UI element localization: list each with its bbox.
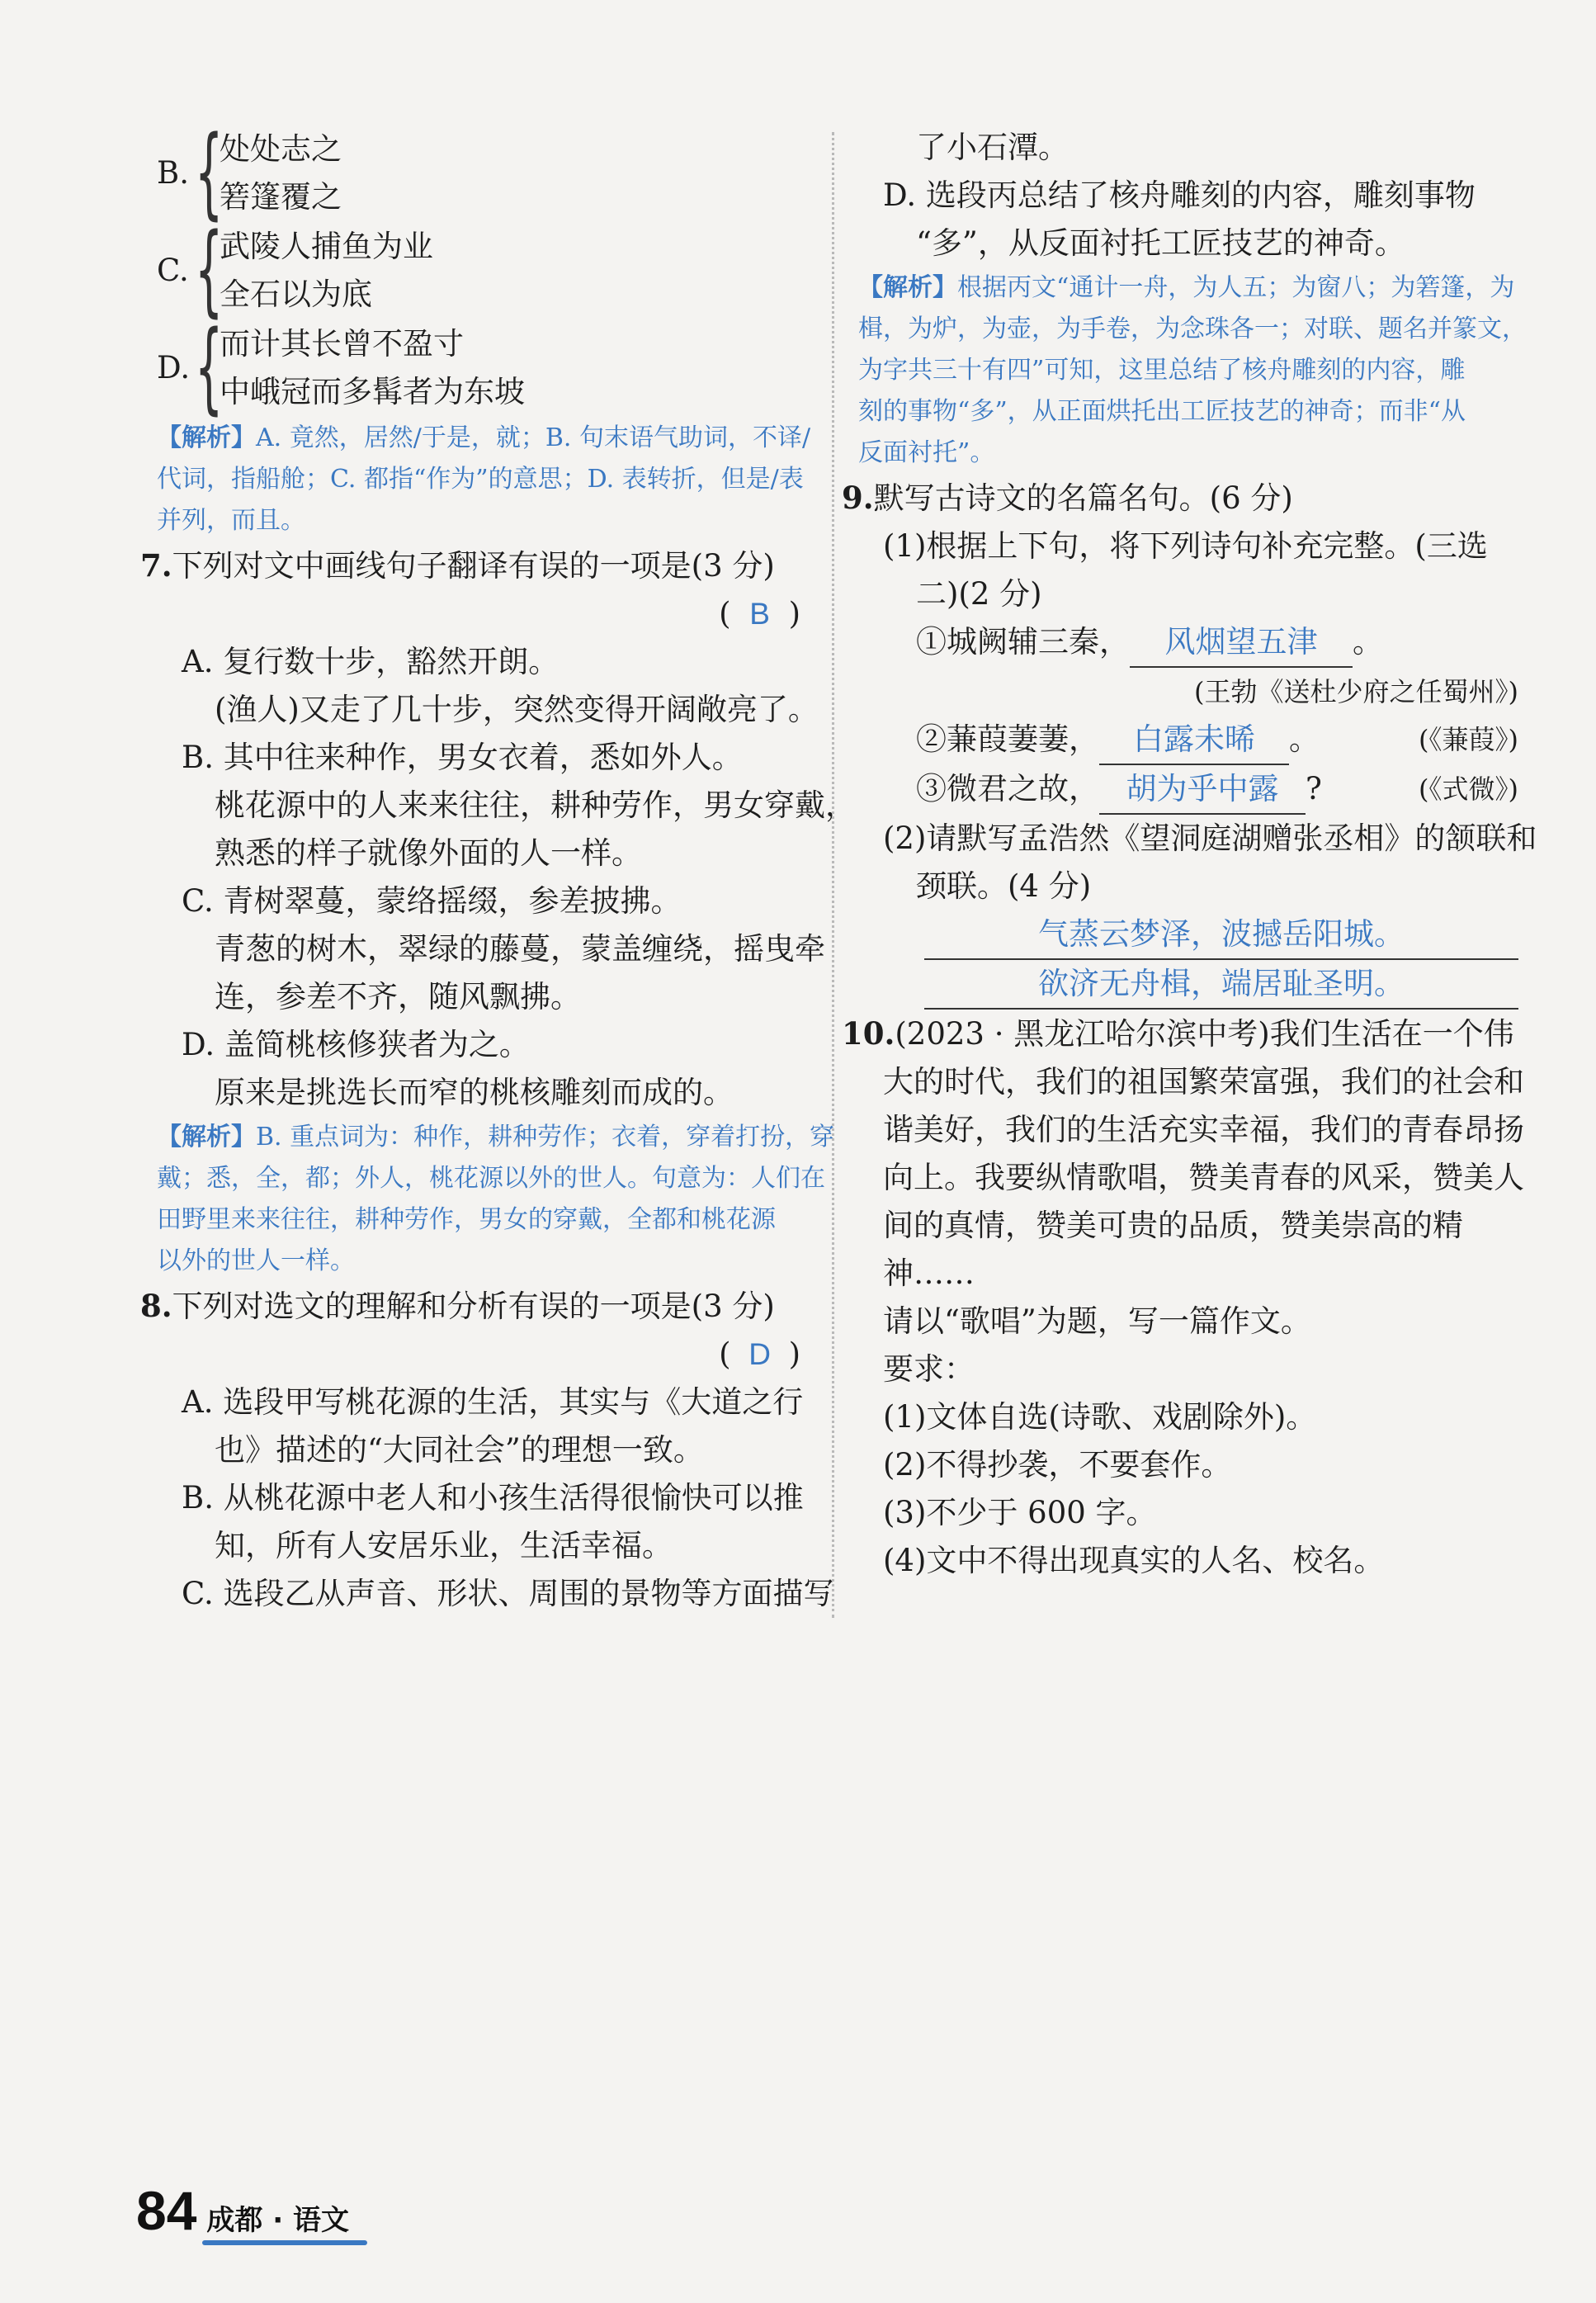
right-column <box>842 124 1537 1585</box>
q6-option-groups <box>157 116 817 425</box>
option-label: B. <box>157 155 189 191</box>
footer-accent-line <box>202 2240 367 2245</box>
q7-analysis <box>157 1117 835 1282</box>
answer-choice: D <box>748 1337 771 1371</box>
sub-question-text: 二)(2 分) <box>916 576 1042 612</box>
fill-prefix: ③微君之故， <box>916 771 1099 806</box>
question-stem: 默写古诗文的名篇名句。(6 分) <box>873 480 1293 516</box>
analysis-line: 代词，指船舱；C. 都指“作为”的意思；D. 表转折，但是/表 <box>157 465 804 494</box>
question-number: 8. <box>140 1288 172 1324</box>
option-translation-line: “多”，从反面衬托工匠技艺的神奇。 <box>916 225 1405 261</box>
question-8 <box>140 1282 834 1618</box>
fill-source: (《蒹葭》) <box>1419 724 1518 755</box>
curly-brace-icon: { <box>195 213 224 328</box>
page-number: 84 <box>136 2180 197 2241</box>
analysis-tag: 【解析】 <box>157 1123 256 1152</box>
option-lines <box>220 320 525 416</box>
option-label: C. <box>157 253 189 288</box>
requirement-item: (2)不得抄袭，不要套作。 <box>883 1447 1232 1483</box>
answer-bracket: ( B ) <box>157 590 817 638</box>
fill-suffix: ? <box>1306 771 1322 806</box>
option-lines <box>220 223 433 319</box>
analysis-line: 并列，而且。 <box>157 506 305 535</box>
answer-bracket: ( D ) <box>157 1331 817 1378</box>
analysis-tag: 【解析】 <box>157 423 256 452</box>
option-sentence: 箬篷覆之 <box>220 179 342 215</box>
option-sentence: 武陵人捕鱼为业 <box>220 229 433 264</box>
q8-options-continued <box>858 124 1518 267</box>
question-stem: 下列对选文的理解和分析有误的一项是(3 分) <box>172 1289 775 1324</box>
sub-question-text: (2)请默写孟浩然《望洞庭湖赠张丞相》的颔联和 <box>883 820 1537 856</box>
analysis-line: 反面衬托”。 <box>858 438 995 467</box>
analysis-line: B. 重点词为：种作，耕种劳作；衣着，穿着打扮，穿 <box>256 1123 835 1152</box>
question-text: 要求： <box>883 1351 975 1387</box>
fill-item-1 <box>858 618 1518 668</box>
fill-item-2 <box>858 716 1518 765</box>
question-9 <box>842 474 1537 1010</box>
q8-options <box>157 1378 834 1618</box>
column-divider <box>832 132 834 1618</box>
q7-options <box>157 638 856 1117</box>
option-sentence: 而计其长曾不盈寸 <box>220 326 464 362</box>
question-7 <box>140 541 856 1282</box>
fill-suffix: 。 <box>1289 721 1320 757</box>
option-group <box>157 116 817 230</box>
option-translation-line: 青葱的树木，翠绿的藤蔓，蒙盖缠绕，摇曳牵 <box>215 931 825 967</box>
book-title: 成都 · 语文 <box>206 2204 350 2237</box>
question-number: 10. <box>842 1015 895 1052</box>
curly-brace-icon: { <box>195 116 224 230</box>
curly-brace-icon: { <box>195 310 224 425</box>
question-text: 神…… <box>883 1256 975 1291</box>
option-translation-line: 原来是挑选长而窄的桃核雕刻而成的。 <box>215 1075 734 1110</box>
question-text: 谐美好，我们的生活充实幸福，我们的青春昂扬 <box>883 1112 1524 1147</box>
option-line: C. 青树翠蔓，蒙络摇缀，参差披拂。 <box>182 883 682 919</box>
requirement-item: (1)文体自选(诗歌、戏剧除外)。 <box>883 1399 1317 1435</box>
fill-prefix: ②蒹葭萋萋， <box>916 721 1099 757</box>
fill-item-3 <box>858 765 1518 815</box>
requirement-item: (4)文中不得出现真实的人名、校名。 <box>883 1543 1385 1578</box>
option-group <box>157 213 817 328</box>
analysis-line: 楫，为炉，为壶，为手卷，为念珠各一；对联、题名并篆文， <box>858 314 1527 343</box>
option-translation-line: 熟悉的样子就像外面的人一样。 <box>215 835 642 871</box>
fill-blank-answer: 风烟望五津 <box>1130 618 1353 668</box>
left-column <box>140 116 856 1618</box>
question-text: 间的真情，赞美可贵的品质，赞美崇高的精 <box>883 1208 1463 1243</box>
fill-suffix: 。 <box>1353 624 1383 660</box>
analysis-line: 为字共三十有四”可知，这里总结了核舟雕刻的内容，雕 <box>858 356 1466 385</box>
option-line: D. 选段丙总结了核舟雕刻的内容，雕刻事物 <box>883 177 1476 213</box>
option-sentence: 全石以为底 <box>220 277 372 312</box>
question-text: (2023 · 黑龙江哈尔滨中考)我们生活在一个伟 <box>895 1016 1514 1052</box>
option-line: B. 其中往来种作，男女衣着，悉如外人。 <box>182 740 743 775</box>
fill-blank-answer: 白露未晞 <box>1099 716 1289 765</box>
option-group <box>157 310 817 425</box>
sub-question-text: (1)根据上下句，将下列诗句补充完整。(三选 <box>883 528 1488 564</box>
question-text: 大的时代，我们的祖国繁荣富强，我们的社会和 <box>883 1064 1524 1099</box>
analysis-line: 以外的世人一样。 <box>157 1246 355 1275</box>
question-number: 9. <box>842 480 874 516</box>
analysis-line: 根据丙文“通计一舟，为人五；为窗八；为箬篷，为 <box>957 273 1515 302</box>
requirement-item: (3)不少于 600 字。 <box>883 1495 1157 1530</box>
option-line: A. 复行数十步，豁然开朗。 <box>182 644 560 679</box>
page-footer <box>136 2179 349 2242</box>
option-translation-line: 知，所有人安居乐业，生活幸福。 <box>215 1528 673 1563</box>
question-number: 7. <box>140 547 172 584</box>
option-line: A. 选段甲写桃花源的生活，其实与《大道之行 <box>182 1384 804 1420</box>
fill-blank-answer: 气蒸云梦泽，波撼岳阳城。 <box>924 910 1518 960</box>
question-10 <box>842 1010 1524 1585</box>
q8-analysis <box>858 267 1527 474</box>
option-translation-line: 了小石潭。 <box>916 130 1069 165</box>
fill-prefix: ①城阙辅三秦， <box>916 624 1130 660</box>
analysis-tag: 【解析】 <box>858 273 957 302</box>
fill-source: (《式微》) <box>1419 773 1518 805</box>
option-line: B. 从桃花源中老人和小孩生活得很愉快可以推 <box>182 1480 804 1516</box>
option-translation-line: 桃花源中的人来来往往，耕种劳作，男女穿戴， <box>215 787 856 823</box>
analysis-line: A. 竟然，居然/于是，就；B. 句末语气助词，不译/ <box>256 423 811 452</box>
question-stem: 下列对文中画线句子翻译有误的一项是(3 分) <box>172 548 775 584</box>
option-label: D. <box>157 350 191 385</box>
option-translation-line: 也》描述的“大同社会”的理想一致。 <box>215 1432 704 1468</box>
analysis-line: 戴；悉，全，都；外人，桃花源以外的世人。句意为：人们在 <box>157 1164 825 1193</box>
option-translation-line: (渔人)又走了几十步，突然变得开阔敞亮了。 <box>215 692 819 727</box>
fill-source: (王勃《送杜少府之任蜀州》) <box>1194 676 1518 707</box>
fill-blank-answer: 胡为乎中露 <box>1099 765 1306 815</box>
sub-question-text: 颈联。(4 分) <box>916 868 1092 904</box>
option-line: C. 选段乙从声音、形状、周围的景物等方面描写 <box>182 1576 834 1611</box>
option-lines <box>220 125 342 221</box>
answer-choice: B <box>749 597 770 631</box>
option-translation-line: 连，参差不齐，随风飘拂。 <box>215 979 581 1014</box>
option-sentence: 中峨冠而多髯者为东坡 <box>220 374 525 409</box>
option-line: D. 盖简桃核修狭者为之。 <box>182 1027 530 1062</box>
fill-blank-answer: 欲济无舟楫，端居耻圣明。 <box>924 960 1518 1010</box>
analysis-line: 刻的事物“多”，从正面烘托出工匠技艺的神奇；而非“从 <box>858 397 1466 426</box>
question-text: 请以“歌唱”为题，写一篇作文。 <box>883 1303 1311 1339</box>
question-text: 向上。我要纵情歌唱，赞美青春的风采，赞美人 <box>883 1160 1524 1195</box>
q6-analysis <box>157 418 817 541</box>
option-sentence: 处处志之 <box>220 131 342 167</box>
analysis-line: 田野里来来往往，耕种劳作，男女的穿戴，全都和桃花源 <box>157 1205 776 1234</box>
